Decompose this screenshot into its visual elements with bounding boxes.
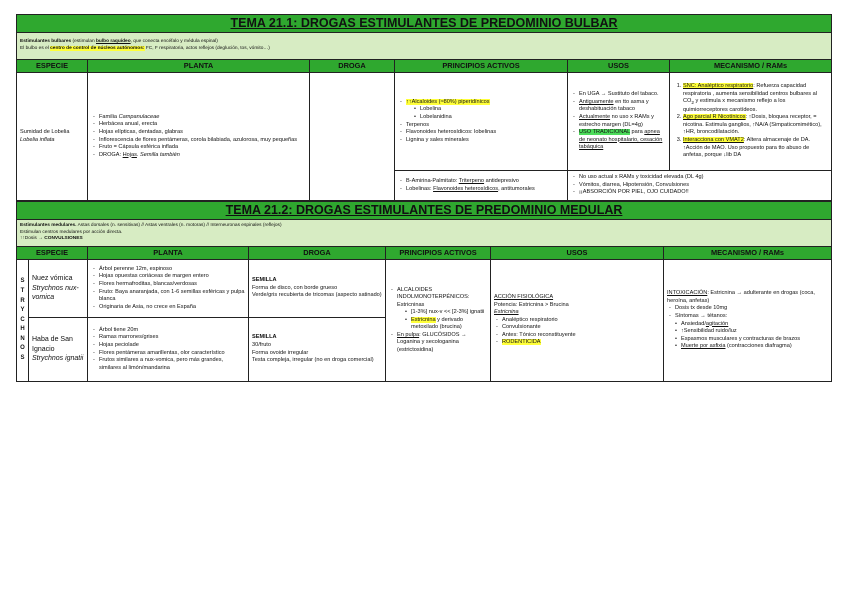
col-header-mecanismo: MECANISMO / RAMs (664, 247, 832, 260)
text: : Estricnina → adulterante en drogas (coca, heroína, anfetas) (667, 290, 815, 304)
text-highlight: Estricnina (411, 316, 436, 323)
planta-haba-san-ignacio (88, 318, 249, 382)
droga-text: Forma ovoide irregular (252, 349, 309, 356)
list-item: - Hojas elípticas, dentadas, glabras (99, 129, 306, 137)
document-page (16, 14, 831, 382)
letter: R (20, 297, 25, 304)
droga-haba-san-ignacio (249, 318, 386, 382)
text: : Altera almacenaje de DA. ↑Acción de MAO. Uso propuesto para tto abuso de anfetas, porque ↓lib DA (683, 137, 811, 159)
list-item: - Antes: Tónico reconstituyente (502, 332, 660, 340)
list-item: - ¡¡ABSORCIÓN POR PIEL, OJO CUIDADO!! (579, 189, 828, 197)
table-21-1-intro (17, 33, 832, 60)
list-item (411, 317, 487, 332)
especie-latin: Strychnos ignatii (32, 355, 84, 363)
text-highlight: RODENTICIDA (502, 339, 541, 346)
text-italic: . Semilla también (136, 151, 180, 158)
list-item: - Hojas opuestas coriáceas de margen entero (99, 273, 245, 281)
droga-lobelia (310, 73, 395, 201)
list-item: - Fruto: Baya anaranjada, con 1-6 semillas esféricas y pulpa blanca (99, 289, 245, 304)
table-21-2 (16, 201, 832, 382)
list-item (397, 332, 487, 355)
principios-lobelia (395, 73, 568, 171)
intro-text: Astas dorsales (n. sensitivas) // Astas ventrales (n. motoras) // Interneuronas espinales (reflejos) (76, 222, 282, 228)
col-header-principios: PRINCIPIOS ACTIVOS (386, 247, 491, 260)
intro-underline: bulbo raquídeo (95, 39, 131, 45)
text: Estricninas (397, 301, 425, 308)
list-item: • Lobelanidina (420, 114, 564, 122)
text-underline: Muerte por asfixia (681, 343, 726, 350)
droga-text: Forma de disco, con borde grueso (252, 284, 338, 291)
text: : GLUCÓSIDOS → Loganina y secologanina (estrictosidina) (397, 331, 467, 353)
table-21-2-intro (17, 220, 832, 247)
text-underline: Actualmente (579, 113, 611, 120)
table-21-1 (16, 14, 832, 201)
list-item: • Espasmos musculares y contracturas de brazos (681, 336, 828, 344)
text: Lobelinas: (406, 185, 434, 192)
col-header-planta: PLANTA (88, 247, 249, 260)
planta-nuez-vomica (88, 260, 249, 318)
col-header-usos: USOS (568, 60, 670, 73)
droga-text: Verde/gris recubierta de tricomas (aspecto satinado) (252, 292, 382, 299)
list-item (579, 129, 666, 152)
especie-haba-san-ignacio (29, 318, 88, 382)
col-header-droga: DROGA (249, 247, 386, 260)
text-highlight: USO TRADICIONAL (579, 129, 630, 136)
list-item (579, 114, 666, 129)
list-item: - Dosis tx desde 10mg (675, 305, 828, 313)
text: B-Amirina-Palmitato: (406, 177, 459, 184)
letter: Y (20, 307, 25, 314)
letter: H (20, 326, 25, 333)
list-item: - Originaria de Asia, no crece en España (99, 304, 245, 312)
col-header-droga: DROGA (310, 60, 395, 73)
text: y estimula x mecanismo reflejo a los quimiorreceptores carotídeos. (683, 98, 786, 113)
list-item (683, 114, 828, 137)
list-item: - Ramas marrones/grises (99, 334, 245, 342)
text: DROGA: (99, 151, 123, 158)
text: : Refuerza capacidad respiratoria , aumenta sensibilidad centros bulbares al CO (683, 83, 818, 105)
droga-text: 30/fruto (252, 341, 271, 348)
list-item (579, 99, 666, 114)
usos-title: ACCIÓN FISIOLÓGICA (494, 294, 554, 301)
list-item: - Lignina y sales minerales (406, 137, 564, 145)
list-item: - Flores hermafroditas, blancas/verdosas (99, 281, 245, 289)
usos-text: Potencia: Estricnina > Brucina (494, 301, 569, 308)
list-item: - Terpenos (406, 122, 564, 130)
list-item: - Fruto = Cápsula esférica inflada (99, 144, 306, 152)
text-underline: apnea de neonato hospitalario, cesación tabáquica (579, 129, 663, 151)
text-underline: Hojas (122, 151, 137, 158)
list-item: • Lobelina (420, 106, 564, 114)
mecanismo-lobelia (670, 73, 832, 171)
list-item (681, 321, 828, 329)
list-item (99, 114, 306, 122)
intro-text: , que conecta encéfalo y médula espinal) (130, 39, 218, 45)
text-italic: Campanulaceae (118, 113, 160, 120)
list-item (683, 83, 828, 114)
list-item: - En UGA → Sustituto del tabaco. (579, 91, 666, 99)
text-highlight: SNC: Analéptico respiratorio (683, 83, 754, 90)
intro-text: Estimulan centros medulares por acción directa. (20, 229, 123, 235)
list-item: - No uso actual x RAMs y toxicidad elevada (DL 4g) (579, 174, 828, 182)
table-21-2-title: TEMA 21.2: DROGAS ESTIMULANTES DE PREDOMINIO MEDULAR (17, 202, 832, 220)
list-item: - Herbácea anual, erecta (99, 121, 306, 129)
letter: N (20, 335, 25, 342)
intro-text: FC, F respiratoria, actos reflejos (deglución, tos, vómito…) (144, 46, 270, 51)
list-item: - Árbol perenne 12m, espinoso (99, 266, 245, 274)
list-item: - Flavonoides heterosídicos: lobelinas (406, 129, 564, 137)
text: (contracciones diafragma) (725, 343, 792, 350)
text: Familia (99, 113, 119, 120)
especie-name: Haba de San Ignacio (32, 336, 73, 353)
list-item: - Analéptico respiratorio (502, 317, 660, 325)
letter: S (20, 278, 25, 285)
text-highlight: Interacciona con VMAT2 (683, 137, 744, 144)
especie-latin: Strychnos nux-vomica (32, 284, 79, 302)
col-header-planta: PLANTA (88, 60, 310, 73)
list-item (406, 99, 564, 122)
especie-name: Sumidad de Lobelia (20, 128, 70, 135)
text: no uso x RAMs y estrecho margen (DL=4g) (579, 113, 654, 128)
list-item: - Inflorescencia de flores pentámeras, corola bilabiada, azulorosa, muy pequeñas (99, 137, 306, 145)
droga-nuez-vomica (249, 260, 386, 318)
letter: S (20, 355, 25, 362)
text-underline: INTOXICACIÓN (667, 290, 708, 297)
col-header-usos: USOS (491, 247, 664, 260)
especie-nuez-vomica (29, 260, 88, 318)
intro-text: (estimulan (71, 39, 96, 45)
col-header-especie: ESPECIE (17, 247, 88, 260)
text-highlight: Ago parcial R Nicotínicos (683, 114, 746, 121)
text-underline: Flavonoides heterosídicos (433, 185, 499, 192)
list-item: - Hojas peciolade (99, 342, 245, 350)
text: ALCALOIDES INDOLMONOTERPÉNICOS: (397, 286, 470, 301)
mecanismo-strychnos (664, 260, 832, 382)
table-21-1-title: TEMA 21.1: DROGAS ESTIMULANTES DE PREDOMINIO BULBAR (17, 15, 832, 33)
usos-strychnos (491, 260, 664, 382)
letter: T (20, 287, 25, 294)
text: Ansiedad/ (681, 320, 706, 327)
list-item (683, 137, 828, 160)
list-item (397, 287, 487, 332)
intro-bold: CONVULSIONES (44, 236, 83, 242)
principios-strychnos (386, 260, 491, 382)
intro-bold: Estimulantes medulares. (20, 222, 77, 228)
col-header-especie: ESPECIE (17, 60, 88, 73)
list-item: - Flores pentámeras amarillentas, olor característico (99, 350, 245, 358)
list-item: - Síntomas → tétanos: (675, 313, 828, 321)
text: : ↑Dosis, bloquea receptor, = nicotina. Estimula ganglios, ↑NA/A (Simpaticomimético), ↑HR, broncodilatación. (683, 114, 822, 136)
planta-lobelia (88, 73, 310, 201)
letter: C (20, 316, 25, 323)
usos-subtitle: Estricnina (494, 309, 519, 316)
text-underline: En pulpa (397, 331, 420, 338)
list-item: • [1-3%] nux-v << [2-3%] ignatii (411, 309, 487, 317)
intro-text: El bulbo es el (20, 46, 51, 51)
list-item (406, 178, 564, 186)
list-item: - Vómitos, diarrea, Hipotensión, Convulsiones (579, 182, 828, 190)
especie-latin: Lobelia inflata (20, 136, 55, 143)
especie-lobelia (17, 73, 88, 201)
col-header-principios: PRINCIPIOS ACTIVOS (395, 60, 568, 73)
text-underline: Antiguamente (579, 98, 614, 105)
text: antidepresivo (484, 177, 519, 184)
text-underline: Triterpeno (458, 177, 485, 184)
letter: O (20, 345, 25, 352)
droga-text: Testa compleja, irregular (no en droga comercial) (252, 357, 374, 364)
list-item (99, 152, 306, 160)
list-item (681, 343, 828, 351)
intro-highlight: centro de control de núcleos autónomos: (50, 46, 145, 51)
rams-lobelia (568, 171, 832, 201)
list-item (406, 186, 564, 194)
text: en tto asma y deshabituación tabaco (579, 98, 649, 113)
list-item: - Frutos similares a nux-vomica, pero más grandes, similares al limón/mandarina (99, 357, 245, 372)
list-item: - Convulsionante (502, 324, 660, 332)
text: , antitumorales (498, 185, 535, 192)
col-header-mecanismo: MECANISMO / RAMs (670, 60, 832, 73)
text-highlight: ↑↑Alcaloides (≈80%) piperidínicos (406, 98, 490, 105)
especie-name: Nuez vómica (32, 275, 73, 283)
intro-bold: Estimulantes bulbares (20, 39, 72, 45)
subscript: 2 (691, 100, 694, 106)
text: y derivado metoxilado (brucina) (411, 316, 463, 331)
droga-title: SEMILLA (252, 277, 277, 284)
usos-lobelia (568, 73, 670, 171)
list-item: • ↑Sensibilidad ruido/luz (681, 328, 828, 336)
strychnos-vertical-label (17, 260, 29, 382)
list-item: - Árbol tiene 20m (99, 327, 245, 335)
text: para (629, 129, 645, 136)
list-item (502, 339, 660, 347)
intro-text: ↑↑Dosis → (20, 236, 45, 242)
text-underline: agitación (705, 320, 729, 327)
droga-title: SEMILLA (252, 334, 277, 341)
principios-lobelia-2 (395, 171, 568, 201)
